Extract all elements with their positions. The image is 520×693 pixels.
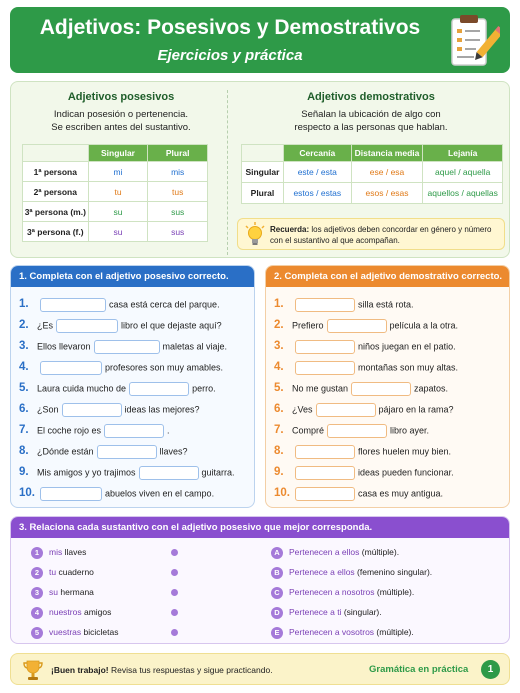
trophy-icon [21, 658, 45, 682]
table-cell: tus [148, 182, 208, 202]
exercise-item: 8. ¿Dónde están llaves? [19, 445, 188, 457]
table-cell: aquel / aquella [423, 162, 503, 183]
table-cell: este / esta [283, 162, 351, 183]
footer-brand: Gramática en práctica [369, 664, 469, 675]
exercise-item: 6. ¿Ves pájaro en la rama? [274, 403, 454, 415]
answer-field[interactable] [295, 340, 355, 354]
answer-field[interactable] [40, 487, 102, 501]
note-text: los adjetivos deben concordar en género y número con el sustantivo al que acompañan. [270, 225, 492, 245]
answer-field[interactable] [295, 298, 355, 312]
answer-field[interactable] [40, 298, 106, 312]
match-left-item: 5 vuestras bicicletas [31, 625, 118, 639]
answer-field[interactable] [104, 424, 164, 438]
answer-field[interactable] [295, 361, 355, 375]
answer-field[interactable] [295, 466, 355, 480]
demostrativos-desc-1: Señalan la ubicación de algo con [301, 109, 441, 120]
row-label: 2ª persona [23, 182, 89, 202]
posesivos-desc-2: Se escriben antes del sustantivo. [51, 122, 191, 133]
table-row [23, 222, 208, 242]
answer-field[interactable] [139, 466, 199, 480]
theory-panel [10, 81, 510, 258]
exercise-item: 10. casa es muy antigua. [274, 487, 444, 499]
match-right-item: A Pertenecen a ellos (múltiple). [271, 545, 399, 559]
page-subtitle: Ejercicios y práctica [157, 47, 303, 64]
page-header [10, 7, 510, 73]
exercise-item: 2. Prefiero película a la otra. [274, 319, 459, 331]
exercise-item: 3. Ellos llevaron maletas al viaje. [19, 340, 228, 352]
match-dot[interactable] [171, 549, 178, 556]
answer-field[interactable] [295, 445, 355, 459]
table-cell: su [88, 222, 148, 242]
answer-field[interactable] [97, 445, 157, 459]
lightbulb-icon [244, 222, 266, 248]
exercise-2-panel [265, 265, 510, 508]
table-header: Distancia media [351, 145, 423, 162]
exercise-1-panel [10, 265, 255, 508]
match-left-item: 4 nuestros amigos [31, 605, 111, 619]
table-cell: ese / esa [351, 162, 423, 183]
exercise-item: 5. Laura cuida mucho de perro. [19, 382, 216, 394]
table-cell: sus [148, 202, 208, 222]
match-right-item: B Pertenece a ellos (femenino singular). [271, 565, 432, 579]
table-header: Cercanía [283, 145, 351, 162]
exercise-item: 10. abuelos viven en el campo. [19, 487, 215, 499]
answer-field[interactable] [40, 361, 102, 375]
posesivos-title: Adjetivos posesivos [67, 91, 175, 103]
exercise-item: 1. silla está rota. [274, 298, 414, 310]
demostrativos-desc-2: respecto a las personas que hablan. [294, 122, 448, 133]
exercise-item: 7. El coche rojo es . [19, 424, 170, 436]
posesivos-desc-1: Indican posesión o pertenencia. [53, 109, 189, 120]
table-cell: su [88, 202, 148, 222]
demostrativos-table [241, 144, 503, 204]
table-header: Singular [88, 145, 148, 162]
exercise-item: 9. ideas pueden funcionar. [274, 466, 454, 478]
footer-message: ¡Buen trabajo! Revisa tus respuestas y sigue practicando. [51, 665, 273, 675]
row-label: 3ª persona (m.) [23, 202, 89, 222]
answer-field[interactable] [351, 382, 411, 396]
exercise-3-title: 3. Relaciona cada sustantivo con el adjetivo posesivo que mejor corresponda. [11, 517, 509, 538]
table-cell: mi [88, 162, 148, 182]
answer-field[interactable] [94, 340, 160, 354]
exercise-2-title: 2. Completa con el adjetivo demostrativo correcto. [266, 266, 509, 287]
note-bold: Recuerda: [270, 225, 310, 234]
table-row [23, 202, 208, 222]
answer-field[interactable] [327, 319, 387, 333]
match-right-item: E Pertenecen a vosotros (múltiple). [271, 625, 414, 639]
table-cell: tu [88, 182, 148, 202]
exercise-item: 8. flores huelen muy bien. [274, 445, 452, 457]
exercise-item: 9. Mis amigos y yo trajimos guitarra. [19, 466, 235, 478]
match-right-item: C Pertenecen a nosotros (múltiple). [271, 585, 414, 599]
answer-field[interactable] [129, 382, 189, 396]
page-number: 1 [481, 660, 500, 679]
table-row [242, 183, 503, 204]
clipboard-pencil-icon [446, 13, 500, 69]
exercise-item: 1. casa está cerca del parque. [19, 298, 220, 310]
match-dot[interactable] [171, 589, 178, 596]
table-cell: mis [148, 162, 208, 182]
match-dot[interactable] [171, 609, 178, 616]
table-cell: sus [148, 222, 208, 242]
exercise-1-title: 1. Completa con el adjetivo posesivo correcto. [11, 266, 254, 287]
exercise-item: 7. Compré libro ayer. [274, 424, 430, 436]
table-cell: esos / esas [351, 183, 423, 204]
row-label: 1ª persona [23, 162, 89, 182]
table-row [23, 162, 208, 182]
table-cell: aquellos / aquellas [423, 183, 503, 204]
posesivos-table [22, 144, 208, 242]
table-header [23, 145, 89, 162]
row-label: 3ª persona (f.) [23, 222, 89, 242]
table-header: Plural [148, 145, 208, 162]
reminder-note [237, 218, 505, 250]
exercise-item: 4. profesores son muy amables. [19, 361, 224, 373]
answer-field[interactable] [56, 319, 118, 333]
match-dot[interactable] [171, 629, 178, 636]
answer-field[interactable] [295, 487, 355, 501]
match-right-item: D Pertenece a ti (singular). [271, 605, 382, 619]
table-row [242, 162, 503, 183]
table-row [23, 182, 208, 202]
column-divider [227, 90, 228, 255]
page-title: Adjetivos: Posesivos y Demostrativos [39, 16, 421, 39]
table-header [242, 145, 284, 162]
answer-field[interactable] [327, 424, 387, 438]
exercise-3-panel [10, 516, 510, 644]
answer-field[interactable] [62, 403, 122, 417]
table-header: Lejanía [423, 145, 503, 162]
match-left-item: 1 mis llaves [31, 545, 86, 559]
exercise-item: 6. ¿Son ideas las mejores? [19, 403, 200, 415]
match-left-item: 3 su hermana [31, 585, 94, 599]
page-footer [10, 653, 510, 685]
answer-field[interactable] [316, 403, 376, 417]
demostrativos-title: Adjetivos demostrativos [307, 91, 435, 103]
table-cell: estos / estas [283, 183, 351, 204]
match-left-item: 2 tu cuaderno [31, 565, 94, 579]
match-dot[interactable] [171, 569, 178, 576]
exercise-item: 3. niños juegan en el patio. [274, 340, 456, 352]
exercise-item: 2. ¿Es libro el que dejaste aquí? [19, 319, 222, 331]
exercise-item: 5. No me gustan zapatos. [274, 382, 449, 394]
row-label: Plural [242, 183, 284, 204]
row-label: Singular [242, 162, 284, 183]
exercise-item: 4. montañas son muy altas. [274, 361, 459, 373]
